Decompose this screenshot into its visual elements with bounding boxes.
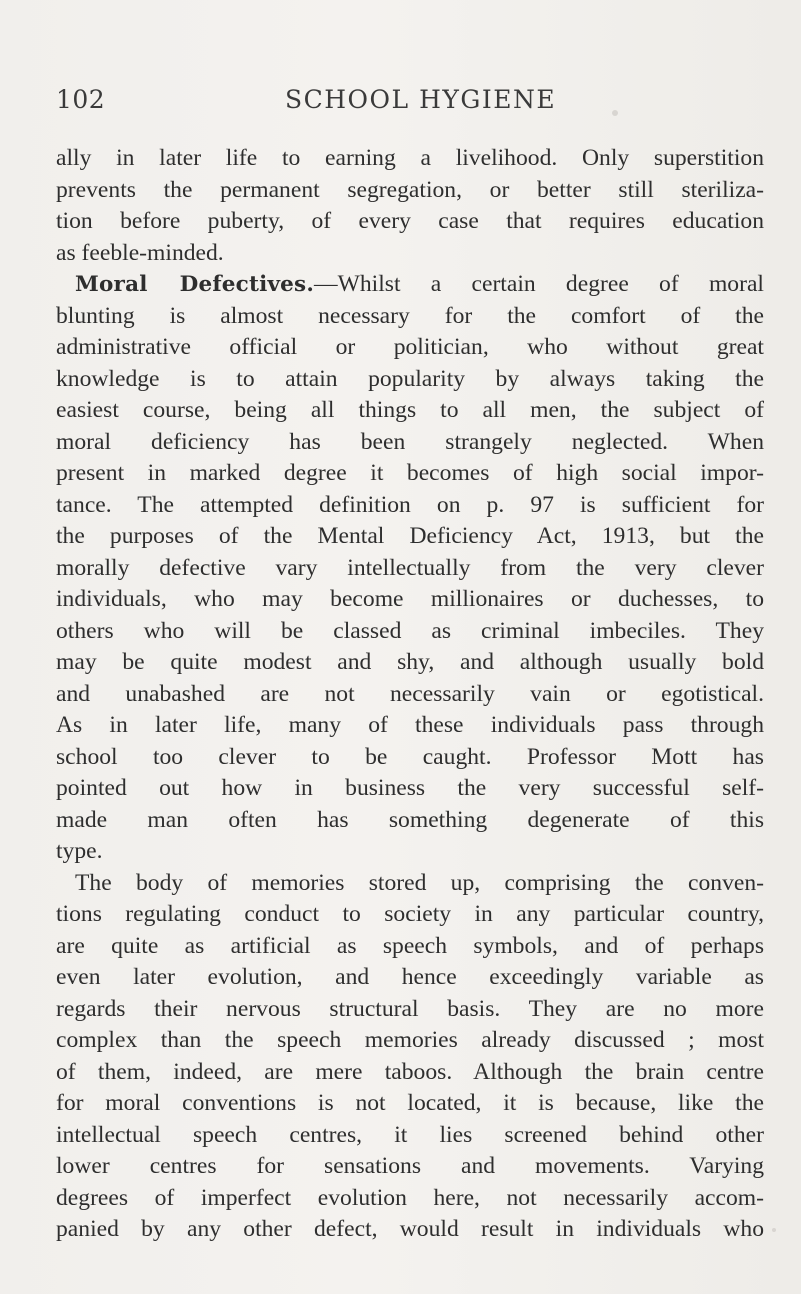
text-line: [56, 679, 764, 711]
line-text: tance. The attempted definition on p. 97 is sufficient for: [56, 491, 764, 518]
text-line: [56, 584, 764, 616]
text-line: [56, 1151, 764, 1183]
line-text: administrative official or politician, who without great: [56, 334, 764, 360]
line-text: as feeble-minded.: [56, 239, 224, 266]
text-line: [56, 742, 764, 774]
line-text: others who will be classed as criminal imbeciles. They: [56, 617, 764, 644]
text-line: [56, 427, 764, 459]
text-line: [56, 647, 764, 679]
text-line: [56, 175, 764, 207]
text-line: [56, 553, 764, 585]
line-text: made man often has something degenerate of this: [56, 806, 764, 833]
line-text: the purposes of the Mental Deficiency Act, 1913, but the: [56, 523, 764, 549]
line-text: degrees of imperfect evolution here, not necessarily accom-: [56, 1184, 764, 1211]
line-text: As in later life, many of these individuals pass through: [56, 712, 764, 738]
line-text: ally in later life to earning a livelihood. Only superstition: [56, 145, 764, 171]
page-header: [56, 85, 756, 125]
text-line: [56, 899, 764, 931]
text-line: [56, 238, 764, 270]
line-text: blunting is almost necessary for the comfort of the: [56, 302, 764, 329]
line-text: of them, indeed, are mere taboos. Although the brain centre: [56, 1058, 764, 1085]
text-line: [56, 364, 764, 396]
line-text: and unabashed are not necessarily vain or egotistical.: [56, 680, 764, 707]
text-line: [56, 332, 764, 364]
line-text: tions regulating conduct to society in any particular country,: [56, 901, 764, 927]
text-line: [56, 143, 764, 175]
text-line: [56, 1025, 764, 1057]
text-line: [56, 805, 764, 837]
line-text: panied by any other defect, would result in individuals who: [56, 1216, 764, 1242]
line-text: intellectual speech centres, it lies screened behind other: [56, 1121, 764, 1148]
line-text: easiest course, being all things to all men, the subject of: [56, 397, 764, 423]
text-line: [56, 962, 764, 994]
line-text: knowledge is to attain popularity by always taking the: [56, 365, 764, 392]
line-text: The body of memories stored up, comprising the conven-: [75, 869, 764, 896]
text-line: [56, 773, 764, 805]
text-line: [56, 1120, 764, 1152]
line-text: —Whilst a certain degree of moral: [314, 271, 764, 297]
text-line: [56, 206, 764, 238]
page-number: 102: [56, 85, 106, 114]
line-text: type.: [56, 838, 103, 864]
text-line: [56, 269, 764, 301]
line-text: complex than the speech memories already discussed ; most: [56, 1027, 764, 1053]
line-text: individuals, who may become millionaires or duchesses, to: [56, 586, 764, 612]
text-line: [56, 836, 764, 868]
text-line: [56, 994, 764, 1026]
line-text: regards their nervous structural basis. They are no more: [56, 995, 764, 1022]
line-text: morally defective vary intellectually from the very clever: [56, 554, 764, 581]
line-text: even later evolution, and hence exceedingly variable as: [56, 964, 764, 990]
text-line: [56, 521, 764, 553]
line-text: tion before puberty, of every case that requires education: [56, 208, 764, 234]
line-text: for moral conventions is not located, it is because, like the: [56, 1090, 764, 1116]
body-text: [56, 143, 764, 1246]
text-line: [56, 490, 764, 522]
text-line: [56, 710, 764, 742]
paper-speck: [772, 1228, 776, 1232]
line-text: prevents the permanent segregation, or better still steriliza-: [56, 176, 764, 203]
running-head: SCHOOL HYGIENE: [285, 85, 557, 114]
text-line: [56, 301, 764, 333]
text-line: [56, 868, 764, 900]
text-line: [56, 616, 764, 648]
paper-speck: [612, 110, 618, 116]
text-line: [56, 1088, 764, 1120]
line-text: may be quite modest and shy, and although usually bold: [56, 649, 764, 675]
line-text: school too clever to be caught. Professor Mott has: [56, 743, 764, 770]
text-line: [56, 395, 764, 427]
text-line: [56, 1183, 764, 1215]
text-line: [56, 931, 764, 963]
line-text: pointed out how in business the very successful self-: [56, 775, 764, 801]
line-text: present in marked degree it becomes of high social impor-: [56, 460, 764, 486]
line-text: are quite as artificial as speech symbols, and of perhaps: [56, 932, 764, 959]
text-line: [56, 458, 764, 490]
text-line: [56, 1057, 764, 1089]
text-line: [56, 1214, 764, 1246]
section-heading: Moral Defectives.: [75, 272, 315, 297]
line-text: lower centres for sensations and movements. Varying: [56, 1153, 764, 1179]
line-text: moral deficiency has been strangely neglected. When: [56, 428, 764, 455]
